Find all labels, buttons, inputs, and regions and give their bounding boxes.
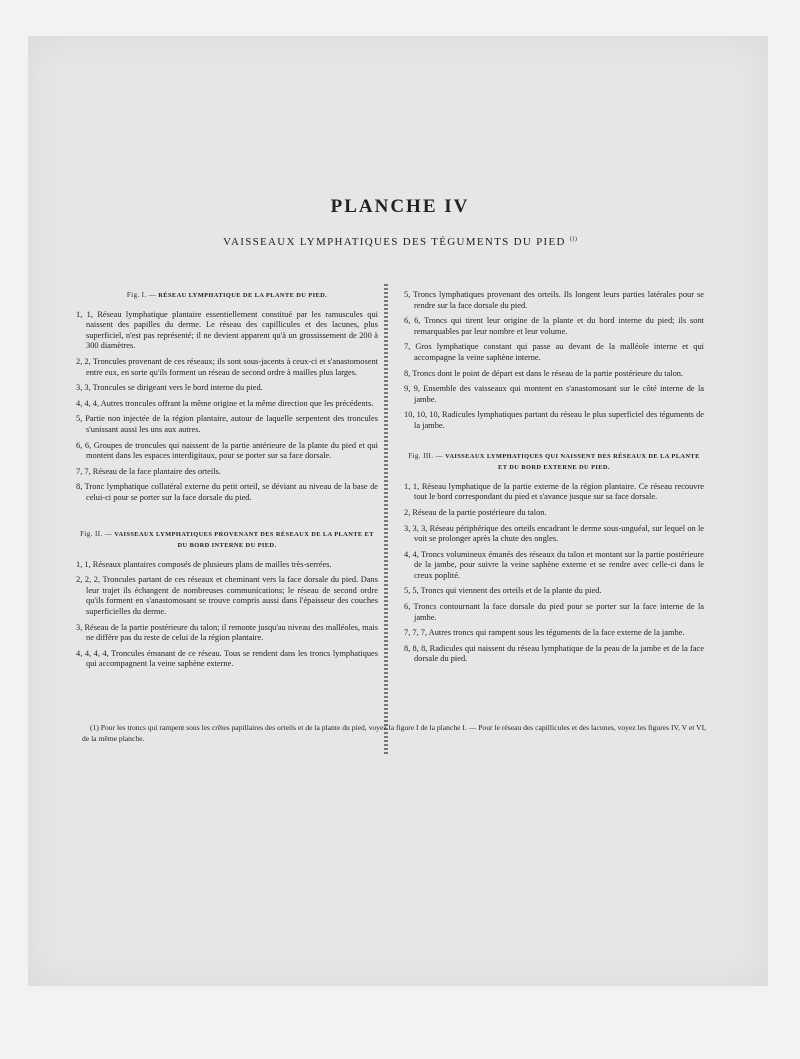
legend-item: 7, 7, 7, Autres troncs qui rampent sous les téguments de la face externe de la jambe. bbox=[404, 628, 685, 638]
fig1-legend bbox=[76, 310, 378, 504]
subtitle-note: (1) bbox=[569, 236, 577, 243]
legend-item: 8, 8, 8, Radicules qui naissent du réseau lymphatique de la peau de la jambe et de la face dorsale du pied. bbox=[404, 643, 704, 664]
legend-item: 3, 3, 3, Réseau périphérique des orteils encadrant le derme sous-unguéal, sur lequel on le voit se prolonger après la chute des ongles. bbox=[404, 523, 704, 544]
fig1-label: Fig. I. — bbox=[126, 291, 157, 299]
fig2-legend bbox=[76, 560, 378, 670]
legend-item: 5, 5, Troncs qui viennent des orteils et de la plante du pied. bbox=[404, 586, 602, 596]
legend-item: 2, Réseau de la partie postérieure du talon. bbox=[404, 507, 547, 517]
fig1-heading bbox=[76, 290, 378, 302]
column-divider bbox=[384, 284, 388, 754]
legend-item: 4, 4, Troncs volumineux émanés des réseaux du talon et montant sur la partie postérieure de la jambe, pour suivre la veine saphène externe et se rendre avec celle-ci dans le creux poplité. bbox=[404, 549, 704, 580]
legend-item: 3, 3, Troncules se dirigeant vers le bord interne du pied. bbox=[76, 383, 263, 393]
legend-item: 8, Troncs dont le point de départ est dans le réseau de la partie postérieure du talon. bbox=[404, 368, 684, 378]
fig2-heading bbox=[76, 529, 378, 552]
legend-item: 6, 6, Troncs qui tirent leur origine de la plante et du bord interne du pied; ils sont remarquables par leur nombre et leur volume. bbox=[404, 316, 704, 336]
legend-item: 4, 4, 4, 4, Troncules émanant de ce réseau. Tous se rendent dans les troncs lymphatiques qui accompagnent la veine saphène externe. bbox=[76, 648, 378, 669]
page-title: PLANCHE IV bbox=[330, 196, 470, 217]
right-column bbox=[404, 290, 704, 670]
legend-item: 1, 1, Réseaux plantaires composés de plusieurs plans de mailles très-serrées. bbox=[76, 559, 332, 569]
legend-item: 1, 1, Réseau lymphatique de la partie externe de la région plantaire. Ce réseau recouvre tout le bord correspondant du pied et s'avance jusque sur sa face dorsale. bbox=[404, 481, 704, 502]
fig3-title: VAISSEAUX LYMPHATIQUES QUI NAISSENT DES RÉSEAUX DE LA PLANTE ET DU BORD EXTERNE DU PIED. bbox=[445, 452, 700, 472]
legend-item: 5, Troncs lymphatiques provenant des orteils. Ils longent leurs parties latérales pour se rendre sur la face dorsale du pied. bbox=[404, 290, 704, 310]
subtitle-text: VAISSEAUX LYMPHATIQUES DES TÉGUMENTS DU PIED bbox=[223, 236, 566, 248]
legend-item: 8, Tronc lymphatique collatéral externe du petit orteil, se déviant au niveau de la base de celui-ci pour se porter sur la face dorsale du pied. bbox=[76, 482, 378, 502]
legend-item: 2, 2, Troncules provenant de ces réseaux; ils sont sous-jacents à ceux-ci et s'anastomosent entre eux, en sorte qu'ils forment un réseau de second ordre à mailles plus larges. bbox=[76, 356, 378, 377]
fig3-legend bbox=[404, 482, 704, 665]
legend-item: 7, Gros lymphatique constant qui passe au devant de la malléole interne et qui accompagne la veine saphène interne. bbox=[404, 342, 704, 362]
legend-item: 2, 2, 2, Troncules partant de ces réseaux et cheminant vers la face dorsale du pied. Dans leur trajet ils échangent de nombreuses communications; le réseau de second ordre qu'ils forment en s'anastomosant se trouve compris aussi dans l'épaisseur des couches superficielles du derme. bbox=[76, 575, 378, 617]
legend-item: 3, Réseau de la partie postérieure du talon; il remonte jusqu'au niveau des malléoles, mais ne diffère pas du reste de celui de la région plantaire. bbox=[76, 622, 378, 643]
left-column bbox=[76, 290, 378, 675]
fig3-label: Fig. III. — bbox=[408, 451, 443, 460]
legend-item: 9, 9, Ensemble des vaisseaux qui montent en s'anastomosant sur le côté interne de la jambe. bbox=[404, 384, 704, 404]
legend-item: 10, 10, 10, Radicules lymphatiques partant du réseau le plus superficiel des téguments de la jambe. bbox=[404, 410, 704, 430]
legend-item: 4, 4, 4, Autres troncules offrant la même origine et la même direction que les précédents. bbox=[76, 398, 374, 408]
fig2-legend-continued bbox=[404, 290, 704, 432]
fig2-label: Fig. II. — bbox=[80, 529, 113, 538]
legend-item: 6, Troncs contournant la face dorsale du pied pour se porter sur la face interne de la jambe. bbox=[404, 602, 704, 622]
fig2-title: VAISSEAUX LYMPHATIQUES PROVENANT DES RÉSEAUX DE LA PLANTE ET DU BORD INTERNE DU PIED. bbox=[114, 530, 374, 550]
footnote: (1) Pour les troncs qui rampent sous les crêtes papillaires des orteils et de la plante du pied, voyez la figure I de la planche I. — Pour le réseau des capillicules et des lacunes, voyez les figures IV, V et VI, de la même planche. bbox=[82, 723, 707, 743]
legend-item: 1, 1, Réseau lymphatique plantaire essentiellement constitué par les ramuscules qui naissent des papilles du derme. Le réseau des capillicules et des lacunes, plus superficiel, n'est pas représenté; il ne devient apparent qu'à un grossissement de 200 à 300 diamètres. bbox=[76, 309, 378, 351]
legend-item: 6, 6, Groupes de troncules qui naissent de la partie antérieure de la plante du pied et qui montent dans les espaces interdigitaux, pour se porter sur sa face dorsale. bbox=[76, 440, 378, 461]
legend-item: 5, Partie non injectée de la région plantaire, autour de laquelle serpentent des troncules s'unissant aussi les uns aux autres. bbox=[76, 414, 378, 434]
fig1-title: RÉSEAU LYMPHATIQUE DE LA PLANTE DU PIED. bbox=[158, 292, 328, 299]
fig3-heading bbox=[404, 451, 704, 474]
page-subtitle bbox=[0, 236, 800, 248]
legend-item: 7, 7, Réseau de la face plantaire des orteils. bbox=[76, 466, 221, 476]
